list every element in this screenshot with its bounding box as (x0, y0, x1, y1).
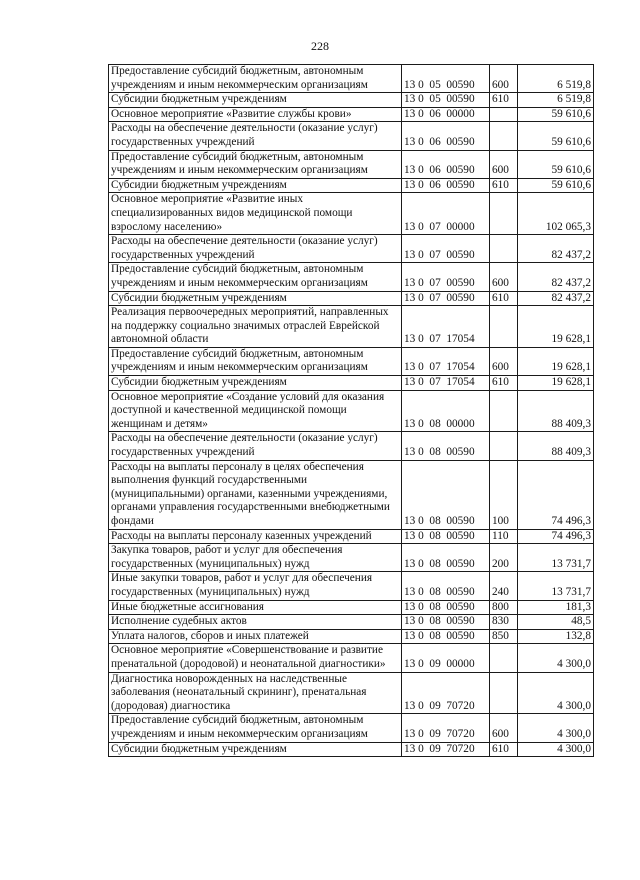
row-vr-cell: 600 (490, 714, 518, 742)
row-vr-cell (490, 390, 518, 432)
row-name-cell: Субсидии бюджетным учреждениям (109, 178, 402, 193)
row-code-cell: 13 0 07 17054 (402, 347, 490, 375)
row-code-cell: 13 0 09 70720 (402, 672, 490, 714)
row-sum-cell: 88 409,3 (518, 390, 594, 432)
row-sum-cell: 132,8 (518, 629, 594, 644)
row-vr-cell: 830 (490, 615, 518, 630)
table-row (109, 714, 594, 742)
row-name-cell: Основное мероприятие «Создание условий для оказания доступной и качественной медицинской помощи женщинам и детям» (109, 390, 402, 432)
row-name-cell: Предоставление субсидий бюджетным, автономным учреждениям и иным некоммерческим организациям (109, 714, 402, 742)
table-row (109, 107, 594, 122)
table-row (109, 600, 594, 615)
row-code-cell: 13 0 08 00590 (402, 544, 490, 572)
row-name-cell: Уплата налогов, сборов и иных платежей (109, 629, 402, 644)
row-vr-cell (490, 235, 518, 263)
table-row (109, 615, 594, 630)
table-row (109, 150, 594, 178)
row-sum-cell: 4 300,0 (518, 714, 594, 742)
row-vr-cell (490, 193, 518, 235)
table-row (109, 193, 594, 235)
table-row (109, 306, 594, 348)
row-vr-cell (490, 672, 518, 714)
row-vr-cell: 240 (490, 572, 518, 600)
table-row (109, 235, 594, 263)
row-vr-cell: 100 (490, 460, 518, 529)
row-sum-cell: 102 065,3 (518, 193, 594, 235)
budget-table (108, 64, 594, 757)
row-sum-cell: 82 437,2 (518, 235, 594, 263)
row-name-cell: Расходы на выплаты персоналу казенных учреждений (109, 529, 402, 544)
row-name-cell: Предоставление субсидий бюджетным, автономным учреждениям и иным некоммерческим организациям (109, 150, 402, 178)
row-name-cell: Иные закупки товаров, работ и услуг для обеспечения государственных (муниципальных) нужд (109, 572, 402, 600)
row-name-cell: Субсидии бюджетным учреждениям (109, 376, 402, 391)
table-row (109, 376, 594, 391)
row-vr-cell (490, 122, 518, 150)
row-code-cell: 13 0 08 00590 (402, 629, 490, 644)
row-vr-cell: 600 (490, 65, 518, 93)
row-code-cell: 13 0 09 70720 (402, 714, 490, 742)
row-vr-cell (490, 432, 518, 460)
row-sum-cell: 19 628,1 (518, 376, 594, 391)
row-vr-cell: 110 (490, 529, 518, 544)
row-sum-cell: 6 519,8 (518, 93, 594, 108)
budget-table-body (109, 65, 594, 757)
table-row (109, 178, 594, 193)
table-row (109, 460, 594, 529)
row-name-cell: Диагностика новорожденных на наследственные заболевания (неонатальный скрининг), пренатальная (дородовая) диагностика (109, 672, 402, 714)
row-name-cell: Субсидии бюджетным учреждениям (109, 291, 402, 306)
row-vr-cell: 200 (490, 544, 518, 572)
row-sum-cell: 82 437,2 (518, 263, 594, 291)
row-vr-cell: 610 (490, 376, 518, 391)
row-sum-cell: 4 300,0 (518, 644, 594, 672)
row-code-cell: 13 0 06 00590 (402, 178, 490, 193)
row-vr-cell (490, 107, 518, 122)
row-code-cell: 13 0 08 00590 (402, 572, 490, 600)
row-code-cell: 13 0 06 00590 (402, 122, 490, 150)
row-code-cell: 13 0 07 00590 (402, 235, 490, 263)
row-code-cell: 13 0 06 00590 (402, 150, 490, 178)
row-code-cell: 13 0 09 70720 (402, 742, 490, 757)
row-sum-cell: 13 731,7 (518, 572, 594, 600)
table-row (109, 432, 594, 460)
row-sum-cell: 4 300,0 (518, 742, 594, 757)
row-name-cell: Реализация первоочередных мероприятий, направленных на поддержку социально значимых отраслей Еврейской автономной области (109, 306, 402, 348)
row-code-cell: 13 0 08 00590 (402, 600, 490, 615)
row-name-cell: Субсидии бюджетным учреждениям (109, 93, 402, 108)
table-row (109, 629, 594, 644)
row-vr-cell: 850 (490, 629, 518, 644)
row-name-cell: Основное мероприятие «Развитие службы крови» (109, 107, 402, 122)
table-row (109, 672, 594, 714)
row-code-cell: 13 0 07 17054 (402, 376, 490, 391)
row-vr-cell: 800 (490, 600, 518, 615)
row-vr-cell (490, 644, 518, 672)
row-sum-cell: 74 496,3 (518, 460, 594, 529)
row-name-cell: Основное мероприятие «Совершенствование и развитие пренатальной (дородовой) и неонатальной диагностики» (109, 644, 402, 672)
row-vr-cell: 610 (490, 291, 518, 306)
row-code-cell: 13 0 07 00590 (402, 291, 490, 306)
table-row (109, 544, 594, 572)
table-row (109, 122, 594, 150)
row-code-cell: 13 0 06 00000 (402, 107, 490, 122)
row-name-cell: Расходы на выплаты персоналу в целях обеспечения выполнения функций государственными (муниципальными) органами, казенными учреждениями, органами управления государственными внебюджетными фондами (109, 460, 402, 529)
row-sum-cell: 181,3 (518, 600, 594, 615)
table-row (109, 529, 594, 544)
row-code-cell: 13 0 07 17054 (402, 306, 490, 348)
row-sum-cell: 19 628,1 (518, 347, 594, 375)
row-vr-cell: 600 (490, 150, 518, 178)
row-code-cell: 13 0 08 00590 (402, 615, 490, 630)
table-row (109, 742, 594, 757)
table-row (109, 291, 594, 306)
table-row (109, 644, 594, 672)
row-code-cell: 13 0 08 00000 (402, 390, 490, 432)
row-sum-cell: 48,5 (518, 615, 594, 630)
row-sum-cell: 82 437,2 (518, 291, 594, 306)
row-name-cell: Закупка товаров, работ и услуг для обеспечения государственных (муниципальных) нужд (109, 544, 402, 572)
row-name-cell: Исполнение судебных актов (109, 615, 402, 630)
row-name-cell: Предоставление субсидий бюджетным, автономным учреждениям и иным некоммерческим организациям (109, 263, 402, 291)
page-number: 228 (311, 39, 329, 53)
row-name-cell: Основное мероприятие «Развитие иных специализированных видов медицинской помощи взрослому населению» (109, 193, 402, 235)
row-code-cell: 13 0 08 00590 (402, 529, 490, 544)
row-vr-cell: 600 (490, 347, 518, 375)
row-name-cell: Субсидии бюджетным учреждениям (109, 742, 402, 757)
row-code-cell: 13 0 09 00000 (402, 644, 490, 672)
table-row (109, 572, 594, 600)
row-sum-cell: 59 610,6 (518, 150, 594, 178)
row-vr-cell: 600 (490, 263, 518, 291)
row-sum-cell: 74 496,3 (518, 529, 594, 544)
row-code-cell: 13 0 05 00590 (402, 65, 490, 93)
row-code-cell: 13 0 07 00000 (402, 193, 490, 235)
table-row (109, 93, 594, 108)
row-name-cell: Расходы на обеспечение деятельности (оказание услуг) государственных учреждений (109, 235, 402, 263)
row-name-cell: Иные бюджетные ассигнования (109, 600, 402, 615)
row-sum-cell: 4 300,0 (518, 672, 594, 714)
row-name-cell: Расходы на обеспечение деятельности (оказание услуг) государственных учреждений (109, 122, 402, 150)
row-code-cell: 13 0 08 00590 (402, 432, 490, 460)
row-vr-cell: 610 (490, 178, 518, 193)
table-row (109, 390, 594, 432)
table-row (109, 263, 594, 291)
row-name-cell: Предоставление субсидий бюджетным, автономным учреждениям и иным некоммерческим организациям (109, 347, 402, 375)
row-code-cell: 13 0 05 00590 (402, 93, 490, 108)
row-sum-cell: 59 610,6 (518, 107, 594, 122)
row-vr-cell (490, 306, 518, 348)
table-row (109, 65, 594, 93)
row-name-cell: Предоставление субсидий бюджетным, автономным учреждениям и иным некоммерческим организациям (109, 65, 402, 93)
row-name-cell: Расходы на обеспечение деятельности (оказание услуг) государственных учреждений (109, 432, 402, 460)
row-sum-cell: 19 628,1 (518, 306, 594, 348)
row-sum-cell: 6 519,8 (518, 65, 594, 93)
row-vr-cell: 610 (490, 742, 518, 757)
row-vr-cell: 610 (490, 93, 518, 108)
row-sum-cell: 59 610,6 (518, 122, 594, 150)
row-code-cell: 13 0 08 00590 (402, 460, 490, 529)
row-sum-cell: 13 731,7 (518, 544, 594, 572)
table-row (109, 347, 594, 375)
row-sum-cell: 59 610,6 (518, 178, 594, 193)
row-sum-cell: 88 409,3 (518, 432, 594, 460)
row-code-cell: 13 0 07 00590 (402, 263, 490, 291)
